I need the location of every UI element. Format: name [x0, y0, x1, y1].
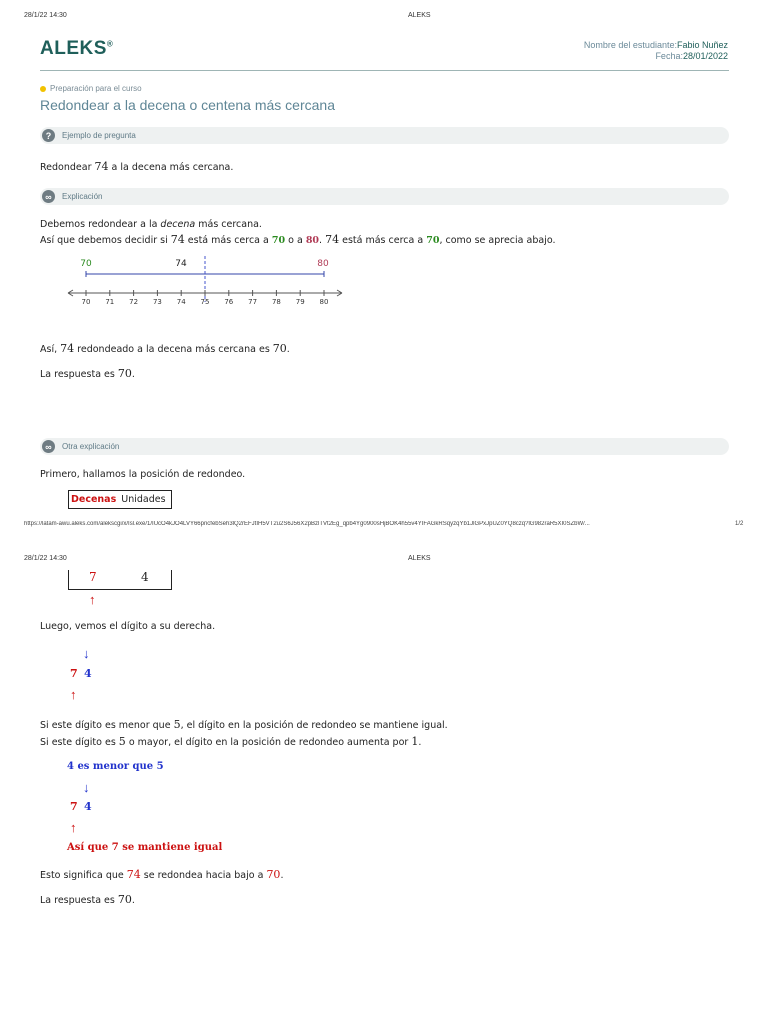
digit-4: 4	[84, 667, 92, 680]
infinity-icon: ∞	[42, 190, 55, 203]
place-value-header	[69, 491, 171, 509]
units-header: Unidades	[121, 494, 166, 505]
tick-label: 75	[200, 298, 210, 306]
tick-label: 72	[129, 298, 139, 306]
explanation-line-1: Debemos redondear a la decena más cercana.	[40, 219, 262, 230]
tick-label: 74	[176, 298, 186, 306]
page-number: 1/2	[735, 521, 744, 527]
aleks-logo	[40, 38, 113, 60]
rule-line-2: Si este dígito es 5 o mayor, el dígito en la posición de redondeo aumenta por 1.	[40, 735, 422, 748]
label-74: 74	[175, 259, 187, 269]
tick-group	[82, 290, 329, 306]
arrow-up-icon: ↑	[89, 592, 96, 607]
tick-label: 71	[105, 298, 115, 306]
rule-line-1: Si este dígito es menor que 5, el dígito en la posición de redondeo se mantiene igual.	[40, 718, 448, 731]
student-name: Fabio Nuñez	[676, 40, 728, 50]
digit-7: 7	[70, 667, 78, 680]
label-80: 80	[317, 259, 329, 269]
tick-label: 79	[295, 298, 305, 306]
arrow-up-icon: ↑	[70, 820, 77, 835]
explanation-bar	[40, 188, 729, 205]
less-than-note: 4 es menor que 5	[67, 761, 164, 772]
student-name-label: Nombre del estudiante:	[583, 40, 677, 50]
first-step-text: Primero, hallamos la posición de redondeo.	[40, 469, 246, 480]
print-title-page2: ALEKS	[408, 555, 431, 562]
example-label: Ejemplo de pregunta	[62, 131, 136, 140]
tick-label: 77	[248, 298, 258, 306]
prep-label: Preparación para el curso	[50, 84, 142, 93]
tens-header: Decenas	[71, 494, 117, 505]
digit-7: 7	[70, 800, 78, 813]
date-label: Fecha:	[655, 51, 683, 61]
arrow-down-icon: ↓	[83, 780, 90, 795]
other-explanation-label: Otra explicación	[62, 442, 120, 451]
arrow-up-icon: ↑	[70, 687, 77, 702]
result-text: Así, 74 redondeado a la decena más cercana es 70.	[40, 342, 290, 355]
digit-units: 4	[141, 570, 149, 584]
tick-label: 70	[81, 298, 91, 306]
print-date: 28/1/22 14:30	[24, 12, 67, 19]
question-icon: ?	[42, 129, 55, 142]
meaning-text: Esto significa que 74 se redondea hacia bajo a 70.	[40, 868, 284, 881]
tick-label: 80	[319, 298, 329, 306]
arrow-down-icon: ↓	[83, 646, 90, 661]
date-value: 28/01/2022	[682, 51, 728, 61]
final-answer-text: La respuesta es 70.	[40, 893, 135, 906]
then-text: Luego, vemos el dígito a su derecha.	[40, 621, 216, 632]
digit-tens: 7	[89, 570, 97, 584]
tick-label: 76	[224, 298, 234, 306]
question-text: Redondear 74 a la decena más cercana.	[40, 160, 234, 173]
explanation-line-2: Así que debemos decidir si 74 está más cerca a 70 o a 80. 74 está más cerca a 70, como se aprecia abajo.	[40, 233, 556, 246]
registered-mark: ®	[106, 39, 114, 49]
page-title: Redondear a la decena o centena más cercana	[40, 97, 335, 113]
explanation-label: Explicación	[62, 192, 103, 201]
stays-same-note: Así que 7 se mantiene igual	[67, 842, 223, 853]
tick-label: 78	[271, 298, 281, 306]
course-prep	[40, 84, 142, 93]
place-value-table	[68, 490, 172, 509]
status-dot-icon	[40, 86, 46, 92]
other-explanation-bar	[40, 438, 729, 455]
example-bar	[40, 127, 729, 144]
tick-label: 73	[152, 298, 162, 306]
number-line	[60, 252, 360, 312]
print-date-page2: 28/1/22 14:30	[24, 555, 67, 562]
header-divider	[40, 70, 729, 71]
student-info	[584, 40, 728, 62]
place-value-table-body	[68, 570, 172, 590]
print-url: https://latam-awu.aleks.com/alekscgi/x/Isl.exe/1/IUcO4kJO4LVY66pncfebSeh3lQ2rEFJtIH5VT2u2S6J56X2pBzlTVt2Eg_qpb4Yg0900sHjBOK4h55v4YIFAGkRSqyzqYb1JlGPxJpUZ0YQ8czq?lG982raR5XI0SZbW/...	[24, 521, 590, 527]
infinity-icon: ∞	[42, 440, 55, 453]
print-title: ALEKS	[408, 12, 431, 19]
digit-4: 4	[84, 800, 92, 813]
answer-text: La respuesta es 70.	[40, 367, 135, 380]
logo-text: ALEKS	[40, 38, 107, 59]
label-70: 70	[80, 259, 92, 269]
